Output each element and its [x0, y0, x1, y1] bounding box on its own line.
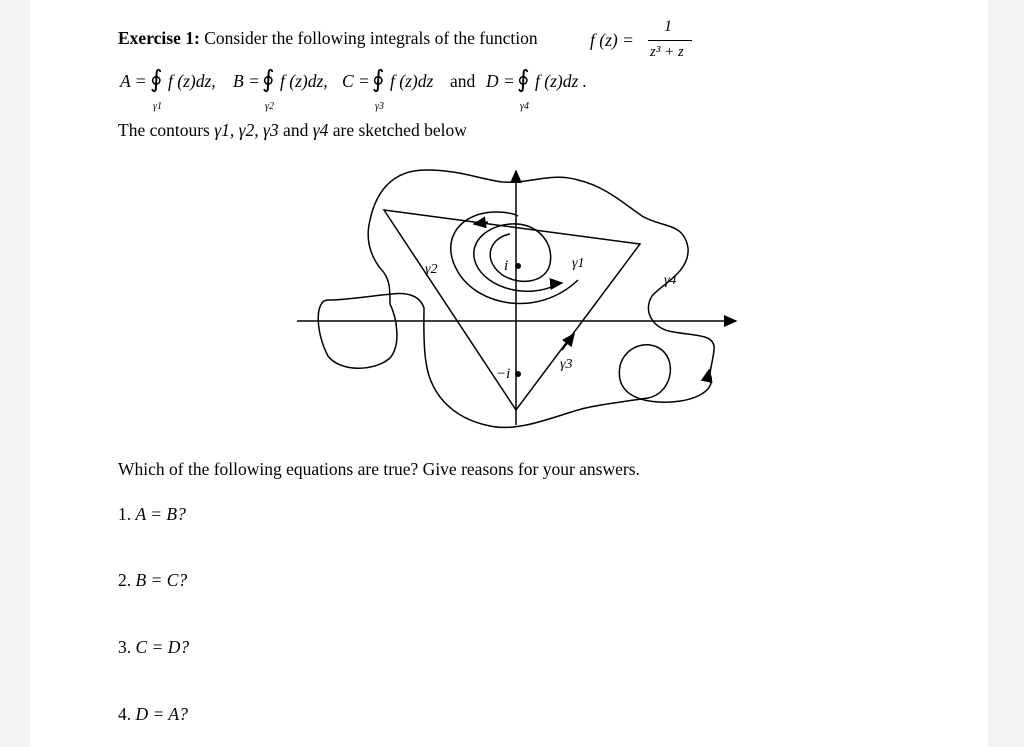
item-number: 4.: [118, 704, 132, 724]
item-number: 2.: [118, 570, 132, 590]
contours-suffix: are sketched below: [332, 120, 467, 140]
contour-integral-icon: ∮: [262, 67, 275, 93]
item-number: 3.: [118, 637, 132, 657]
integral-c-lhs: C =: [342, 71, 370, 91]
contour-gamma3-arrow: [562, 334, 574, 350]
item-equation: C = D?: [135, 637, 190, 657]
document-page: [30, 0, 988, 747]
question-item: [118, 706, 188, 724]
contours-gammas: γ1, γ2, γ3: [214, 120, 279, 140]
integral-a-rhs: f (z)dz,: [168, 71, 216, 91]
label-i: i: [504, 258, 509, 274]
and-word: and: [450, 71, 476, 91]
integral-c-subscript: γ3: [375, 101, 384, 112]
integral-a-subscript: γ1: [153, 101, 162, 112]
label-gamma4: γ4: [664, 273, 677, 288]
integral-a-lhs: A =: [120, 71, 147, 91]
exercise-label: Exercise 1:: [118, 28, 200, 48]
contour-diagram: [30, 0, 988, 747]
item-equation: A = B?: [135, 504, 186, 524]
label-gamma3: γ3: [560, 357, 573, 372]
contour-gamma4-arrow: [707, 370, 709, 380]
label-minus-i: −i: [496, 366, 511, 382]
integral-b-subscript: γ2: [265, 101, 274, 112]
item-equation: B = C?: [135, 570, 188, 590]
contour-integral-icon: ∮: [372, 67, 385, 93]
item-number: 1.: [118, 504, 132, 524]
fraction-numerator: 1: [664, 18, 672, 35]
integral-c-rhs: f (z)dz: [390, 71, 434, 91]
integral-d-rhs: f (z)dz .: [535, 71, 588, 91]
contour-integral-icon: ∮: [150, 67, 163, 93]
contour-integral-icon: ∮: [517, 67, 530, 93]
question-item: [118, 506, 186, 524]
contours-gamma4: γ4: [312, 120, 329, 140]
question-item: [118, 639, 189, 657]
contour-gamma1-arrow: [550, 283, 562, 284]
point-i: [515, 263, 521, 269]
question-text: Which of the following equations are true? Give reasons for your answers.: [118, 459, 640, 479]
contours-prefix: The contours: [118, 120, 210, 140]
integral-b-lhs: B =: [233, 71, 260, 91]
fraction-denominator: z³ + z: [650, 44, 684, 60]
exercise-intro: Consider the following integrals of the function: [204, 28, 538, 48]
integral-d-lhs: D =: [486, 71, 515, 91]
label-gamma2: γ2: [425, 262, 438, 277]
point-minus-i: [515, 371, 521, 377]
integral-d-subscript: γ4: [520, 101, 529, 112]
integral-b-rhs: f (z)dz,: [280, 71, 328, 91]
contours-and: and: [283, 120, 309, 140]
question-item: [118, 572, 187, 590]
label-gamma1: γ1: [572, 256, 585, 271]
item-equation: D = A?: [135, 704, 188, 724]
function-lhs: f (z) =: [590, 30, 634, 50]
contour-gamma3: [384, 210, 640, 410]
